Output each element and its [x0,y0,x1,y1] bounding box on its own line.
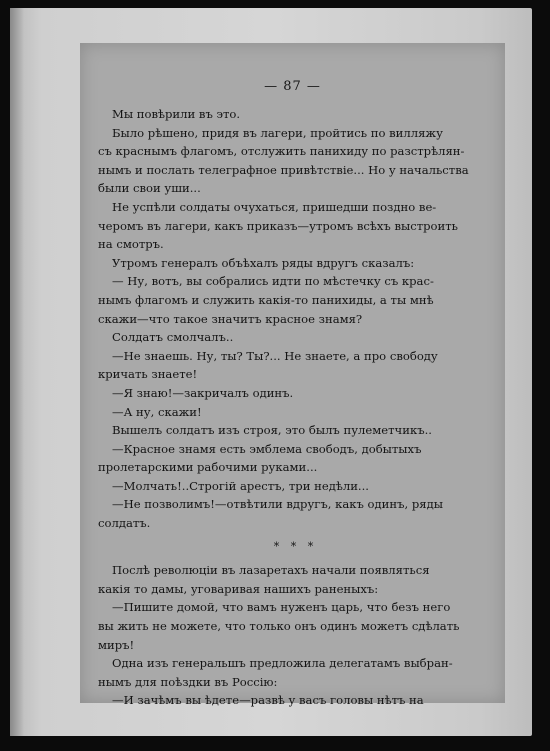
text-line: скажи—что такое значитъ красное знамя? [98,311,363,326]
text-line: —Пишите домой, что вамъ нуженъ царь, что безъ него [112,600,451,615]
text-line: солдатъ. [98,516,151,531]
text-line: —Я знаю!—закричалъ одинъ. [112,385,294,400]
text-line: пролетарскими рабочими руками... [98,460,318,475]
text-line: нымъ для поѣздки въ Россію: [98,674,278,689]
text-line: вы жить не можете, что только онъ одинъ можетъ сдѣлать [98,619,460,634]
text-line: —А ну, скажи! [112,404,202,419]
text-line: Вышелъ солдатъ изъ строя, это былъ пулеметчикъ.. [112,423,432,438]
text-line: —Не позволимъ!—отвѣтили вдругъ, какъ одинъ, ряды [112,497,443,512]
text-line: нымъ флагомъ и служить какія-то панихиды, а ты мнѣ [98,292,434,307]
text-line: какія то дамы, уговаривая нашихъ раненыхъ: [98,581,379,596]
text-line: нымъ и послать телеграфное привѣтствіе... Но у начальства [98,162,469,177]
text-line: Было рѣшено, придя въ лагери, пройтись по вилляжу [112,125,443,140]
text-line: —Красное знамя есть эмблема свободъ, добытыхъ [112,441,422,456]
text-line: —Молчать!..Строгій арестъ, три недѣли... [112,478,369,493]
printed-text-block [80,43,505,708]
page-number: — 87 — [264,79,321,94]
section-divider-asterism: * * * [273,539,318,553]
text-line: на смотръ. [98,237,164,252]
text-line: —И зачѣмъ вы ѣдете—развѣ у васъ головы нѣтъ на [112,693,424,708]
scanned-page [10,8,532,736]
text-line: Мы повѣрили въ это. [112,107,241,121]
binding-shadow [10,8,24,736]
text-line: Одна изъ генеральшъ предложила делегатамъ выбран- [112,656,453,671]
text-line: Послѣ революціи въ лазаретахъ начали появляться [112,563,430,578]
text-line: миръ! [98,637,135,652]
text-line: черомъ въ лагери, какъ приказъ—утромъ всѣхъ выстроить [98,218,458,233]
text-line: кричать знаете! [98,367,198,382]
text-line: съ краснымъ флагомъ, отслужить панихиду по разстрѣлян- [98,144,465,159]
page-text [98,105,493,710]
text-line: были свои уши... [98,181,201,196]
text-line: Солдатъ смолчалъ.. [112,330,234,345]
text-line: Не успѣли солдаты очухаться, пришедши поздно ве- [112,199,437,214]
text-line: —Не знаешь. Ну, ты? Ты?... Не знаете, а про свободу [112,348,438,363]
text-line: Утромъ генералъ объѣхалъ ряды вдругъ сказалъ: [112,255,415,270]
text-line: — Ну, вотъ, вы собрались идти по мѣстечку съ крас- [112,274,434,289]
